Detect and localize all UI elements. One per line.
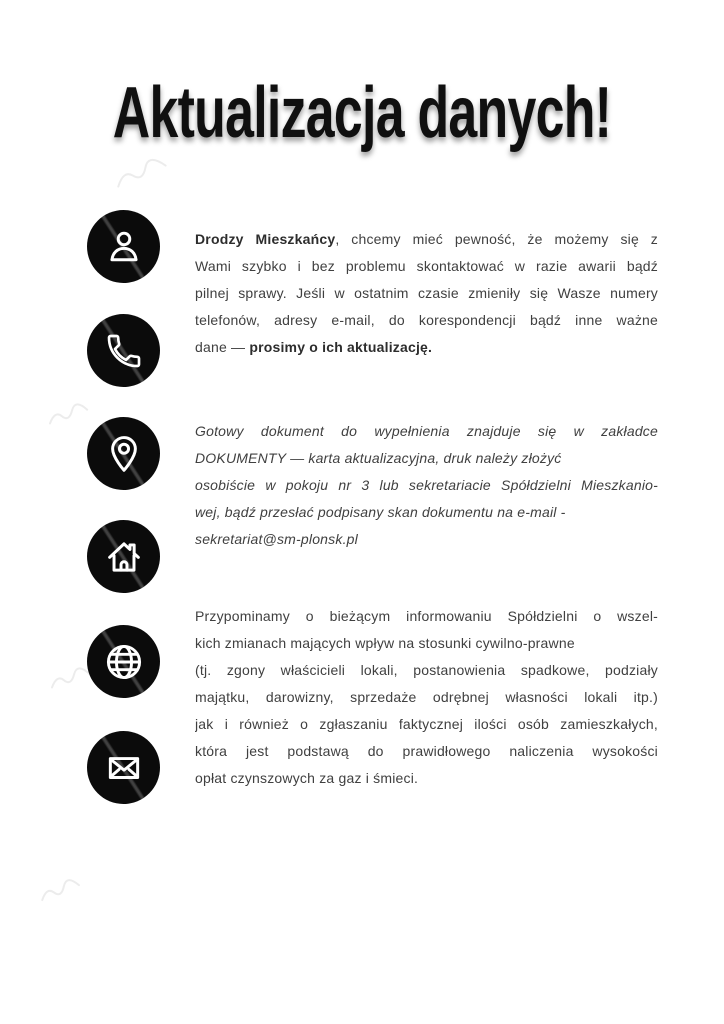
house-icon [87,520,160,593]
text-line: Drodzy Mieszkańcy, chcemy mieć pewność, że możemy się z [195,231,658,247]
watermark-squiggle [36,875,86,908]
bold-call-to-action: prosimy o ich aktualizację. [249,339,433,355]
text-line: kich zmianach mających wpływ na stosunki cywilno-prawne [195,635,575,651]
text-line: DOKUMENTY — karta aktualizacyjna, druk należy złożyć [195,450,562,466]
watermark-squiggle [110,153,179,196]
phone-icon [87,314,160,387]
user-icon [87,210,160,283]
location-pin-icon [87,417,160,490]
text-line: osobiście w pokoju nr 3 lub sekretariacie Spółdzielni Mieszkanio- [195,477,658,493]
text-line: wej, bądź przesłać podpisany skan dokumentu na e-mail - [195,504,566,520]
email-address: sekretariat@sm-plonsk.pl [195,531,358,547]
text-line: pilnej sprawy. Jeśli w ostatnim czasie zmieniły się Wasze numery [195,285,658,301]
text-line: telefonów, adresy e-mail, do korespondencji bądź inne ważne [195,312,658,328]
paragraph-legal-reminder [195,603,658,792]
page-title: Aktualizacja danych! [112,73,612,153]
text-line: majątku, darowizny, sprzedaże odrębnej własności lokali itp.) [195,689,658,705]
text-line: dane — prosimy o ich aktualizację. [195,339,433,355]
text-line: (tj. zgony właścicieli lokali, postanowienia spadkowe, podziały [195,662,658,678]
text-line: jak i również o zgłaszaniu faktycznej ilości osób zamieszkałych, [195,716,658,732]
paragraph-document-instructions [195,418,658,553]
envelope-icon [87,731,160,804]
text-line: Wami szybko i bez problemu skontaktować w razie awarii bądź [195,258,658,274]
text-line [195,526,658,553]
bold-salutation: Drodzy Mieszkańcy [195,231,336,247]
text-line: Gotowy dokument do wypełnienia znajduje się w zakładce [195,423,658,439]
text-line: Przypominamy o bieżącym informowaniu Spółdzielni o wszel- [195,608,658,624]
text-line: która jest podstawą do prawidłowego naliczenia wysokości [195,743,658,759]
watermark-squiggle [44,400,93,432]
paragraph-contact-update [195,226,658,361]
globe-icon [87,625,160,698]
text-line: opłat czynszowych za gaz i śmieci. [195,770,419,786]
